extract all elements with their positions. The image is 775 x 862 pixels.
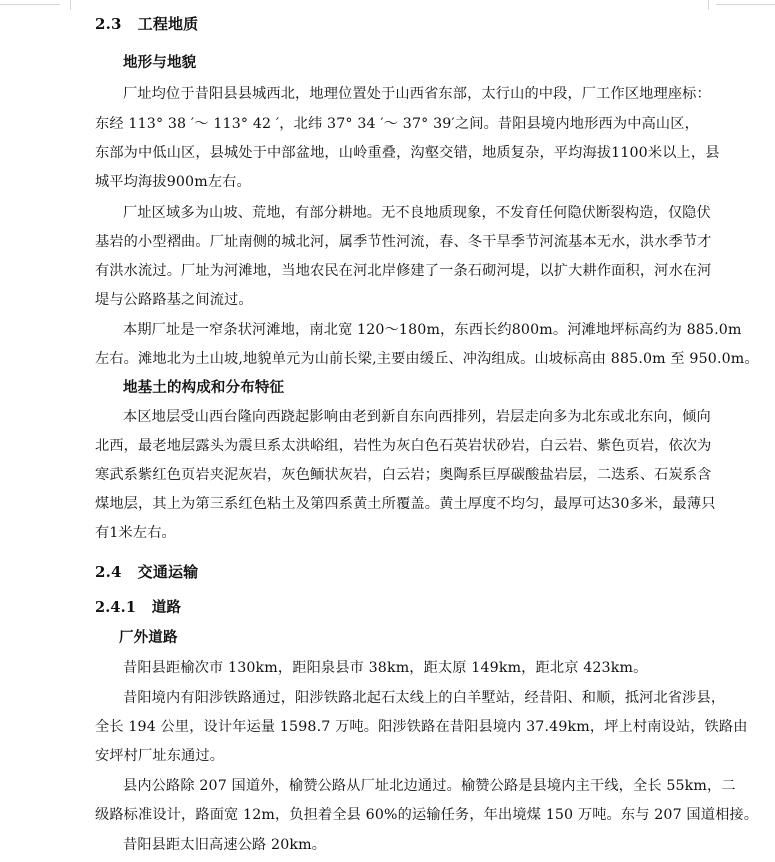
section-number: 2.3 — [95, 15, 122, 33]
section-title: 道路 — [151, 599, 182, 616]
crop-mark-right — [716, 4, 775, 5]
paragraph-line: 本区地层受山西台隆向西跷起影响由老到新自东向西排列，岩层走向多为北东或北东向，倾向 — [123, 409, 711, 425]
paragraph-line: 煤地层，其上为第三系红色粘土及第四系黄土所覆盖。黄土厚度不均匀，最厚可达30多米，最薄只 — [95, 496, 716, 512]
paragraph-line: 县内公路除 207 国道外，榆赞公路从厂址北边通过。榆赞公路是县境内主干线，全长 55km，二 — [123, 778, 736, 794]
paragraph-line: 有洪水流过。厂址为河滩地，当地农民在河北岸修建了一条石砌河堤，以扩大耕作面积，河水在河 — [95, 263, 712, 279]
section-number: 2.4 — [95, 563, 122, 581]
crop-mark-left-vertical — [70, 0, 71, 10]
section-2-3-heading — [95, 14, 198, 34]
paragraph-line: 昔阳境内有阳涉铁路通过，阳涉铁路北起石太线上的白羊墅站，经昔阳、和顺，抵河北省涉县， — [123, 690, 726, 706]
paragraph-line: 左右。滩地北为土山坡,地貌单元为山前长梁,主要由缓丘、冲沟组成。山坡标高由 885.0m 至 950.0m。 — [95, 351, 759, 367]
section-2-4-1-heading — [95, 598, 181, 618]
paragraph-line: 级路标准设计，路面宽 12m，负担着全县 60%的运输任务，年出境煤 150 万吨。东与 207 国道相接。 — [95, 807, 759, 823]
paragraph-line: 北西，最老地层露头为震旦系太洪峪组，岩性为灰白色石英岩状砂岩，白云岩、紫色页岩，依次为 — [95, 438, 712, 454]
paragraph-line: 厂址区域多为山坡、荒地，有部分耕地。无不良地质现象，不发育任何隐伏断裂构造，仅隐伏 — [123, 205, 711, 221]
paragraph-line: 寒武系紫红色页岩夹泥灰岩，灰色鲕状灰岩，白云岩；奥陶系巨厚碳酸盐岩层，二迭系、石炭系含 — [95, 467, 712, 483]
paragraph-line: 基岩的小型褶曲。厂址南侧的城北河，属季节性河流，春、冬干旱季节河流基本无水，洪水季节才 — [95, 234, 712, 250]
section-number: 2.4.1 — [95, 599, 137, 616]
paragraph-line: 堤与公路路基之间流过。 — [95, 292, 253, 308]
paragraph-line: 有1米左右。 — [95, 525, 176, 541]
paragraph-line: 东部为中低山区，县城处于中部盆地，山岭重叠，沟壑交错，地质复杂，平均海拔1100米以上，县 — [95, 145, 720, 161]
crop-mark-left — [0, 4, 60, 5]
paragraph-line: 昔阳县距太旧高速公路 20km。 — [123, 837, 327, 853]
section-2-4-heading — [95, 562, 198, 582]
paragraph-line: 全长 194 公里，设计年运量 1598.7 万吨。阳涉铁路在昔阳县境内 37.49km，坪上村南设站，铁路由 — [95, 719, 748, 735]
paragraph-line: 本期厂址是一窄条状河滩地，南北宽 120～180m，东西长约800m。河滩地坪标高约为 885.0m — [123, 322, 742, 338]
section-title: 交通运输 — [137, 563, 199, 581]
outside-road-heading: 厂外道路 — [119, 629, 178, 646]
crop-mark-right-vertical — [708, 0, 709, 10]
paragraph-line: 安坪村厂址东通过。 — [95, 748, 225, 764]
soil-heading: 地基土的构成和分布特征 — [123, 379, 285, 396]
paragraph-line: 昔阳县距榆次市 130km，距阳泉县市 38km，距太原 149km，距北京 423km。 — [123, 660, 648, 676]
section-title: 工程地质 — [137, 15, 199, 33]
paragraph-line: 厂址均位于昔阳县县城西北，地理位置处于山西省东部，太行山的中段，厂工作区地理座标： — [123, 86, 711, 102]
paragraph-line: 城平均海拔900m左右。 — [95, 174, 251, 190]
paragraph-line: 东经 113° 38 ′～ 113° 42 ′，北纬 37° 34 ′～ 37° 39′之间。昔阳县境内地形西为中高山区， — [95, 116, 699, 132]
terrain-heading: 地形与地貌 — [123, 54, 197, 71]
